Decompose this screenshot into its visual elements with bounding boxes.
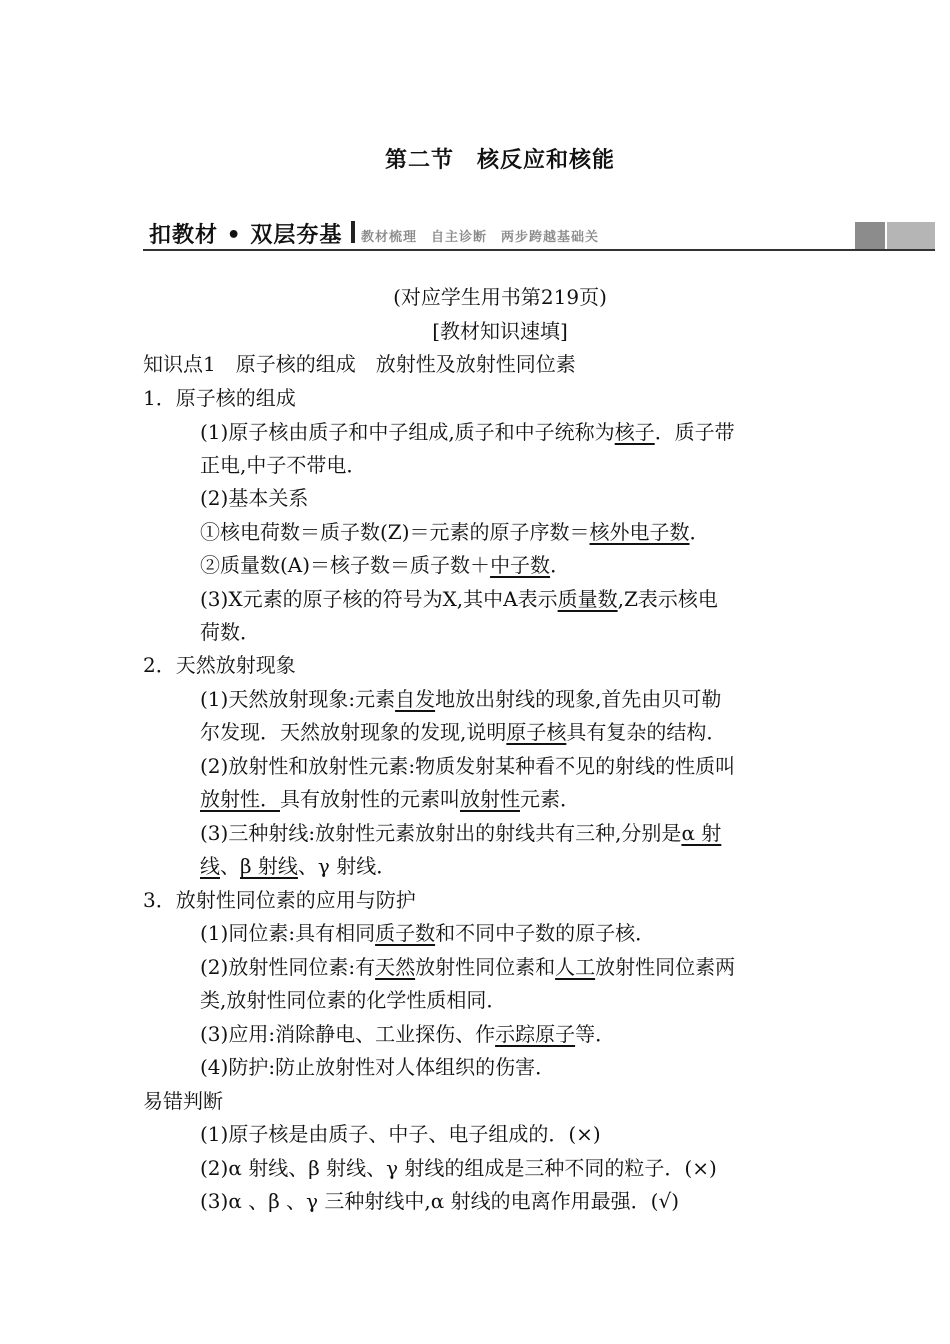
answer-blank: 示踪原子 [495,1022,576,1046]
answer-blank: 放射性． [200,787,280,811]
paragraph: (1)原子核由质子和中子组成,质子和中子统称为核子．质子带 [200,420,735,444]
banner-dark-block [855,222,885,249]
paragraph: (3)三种射线:放射性元素放射出的射线共有三种,分别是α 射 [200,821,722,845]
banner-divider [351,221,355,243]
paragraph: (2)放射性和放射性元素:物质发射某种看不见的射线的性质叫 [200,754,736,778]
knowledge-point-heading: 知识点1 原子核的组成 放射性及放射性同位素 [143,352,576,376]
paragraph: 正电,中子不带电． [200,453,367,477]
paragraph: (1)天然放射现象:元素自发地放出射线的现象,首先由贝可勒 [200,687,722,711]
paragraph: ①核电荷数＝质子数(Z)＝元素的原子序数＝核外电子数． [200,520,710,544]
judge-item: (3)α 、β 、γ 三种射线中,α 射线的电离作用最强．(√) [200,1189,679,1213]
page-reference: (对应学生用书第219页) [393,285,607,309]
answer-blank: 放射性 [460,787,520,811]
sub-heading: [教材知识速填] [432,319,568,343]
section-title: 第二节 核反应和核能 [384,148,615,173]
judge-item: (2)α 射线、β 射线、γ 射线的组成是三种不同的粒子．(×) [200,1156,717,1180]
paragraph: (1)同位素:具有相同质子数和不同中子数的原子核． [200,921,656,945]
banner-light-block [887,222,935,249]
answer-blank: 质子数 [375,921,436,945]
banner-sub-text: 教材梳理 自主诊断 两步跨越基础关 [361,230,600,245]
paragraph: (3)应用:消除静电、工业探伤、作示踪原子等． [200,1022,616,1046]
answer-blank: 原子核 [506,720,567,744]
paragraph: (2)基本关系 [200,486,309,510]
banner-rule [143,249,935,251]
paragraph: (2)放射性同位素:有天然放射性同位素和人工放射性同位素两 [200,955,736,979]
paragraph: 尔发现．天然放射现象的发现,说明原子核具有复杂的结构． [200,720,727,744]
answer-blank: 核子 [614,420,655,444]
answer-blank: 质量数 [557,587,618,611]
paragraph: ②质量数(A)＝核子数＝质子数＋中子数． [200,553,571,577]
banner [143,218,935,250]
paragraph: (3)X元素的原子核的符号为X,其中A表示质量数,Z表示核电 [200,587,718,611]
answer-blank: α 射 [681,821,722,845]
section-1-heading: 1．原子核的组成 [143,386,296,410]
judge-heading: 易错判断 [143,1089,223,1113]
paragraph: 线、β 射线、γ 射线． [200,854,397,878]
paragraph: 荷数． [200,620,260,644]
section-2-heading: 2．天然放射现象 [143,653,296,677]
answer-blank: 自发 [395,687,436,711]
answer-blank: β 射线 [240,854,298,878]
banner-main-text: 扣教材 • 双层夯基 [149,223,343,248]
answer-blank: 天然 [375,955,416,979]
answer-blank: 中子数 [490,553,551,577]
paragraph: (4)防护:防止放射性对人体组织的伤害． [200,1055,556,1079]
paragraph: 类,放射性同位素的化学性质相同． [200,988,507,1012]
answer-blank: 核外电子数 [589,520,690,544]
paragraph: 放射性．具有放射性的元素叫放射性元素． [200,787,580,811]
judge-item: (1)原子核是由质子、中子、电子组成的．(×) [200,1122,601,1146]
answer-blank: 线 [200,854,220,878]
section-3-heading: 3．放射性同位素的应用与防护 [143,888,416,912]
answer-blank: 人工 [555,955,596,979]
